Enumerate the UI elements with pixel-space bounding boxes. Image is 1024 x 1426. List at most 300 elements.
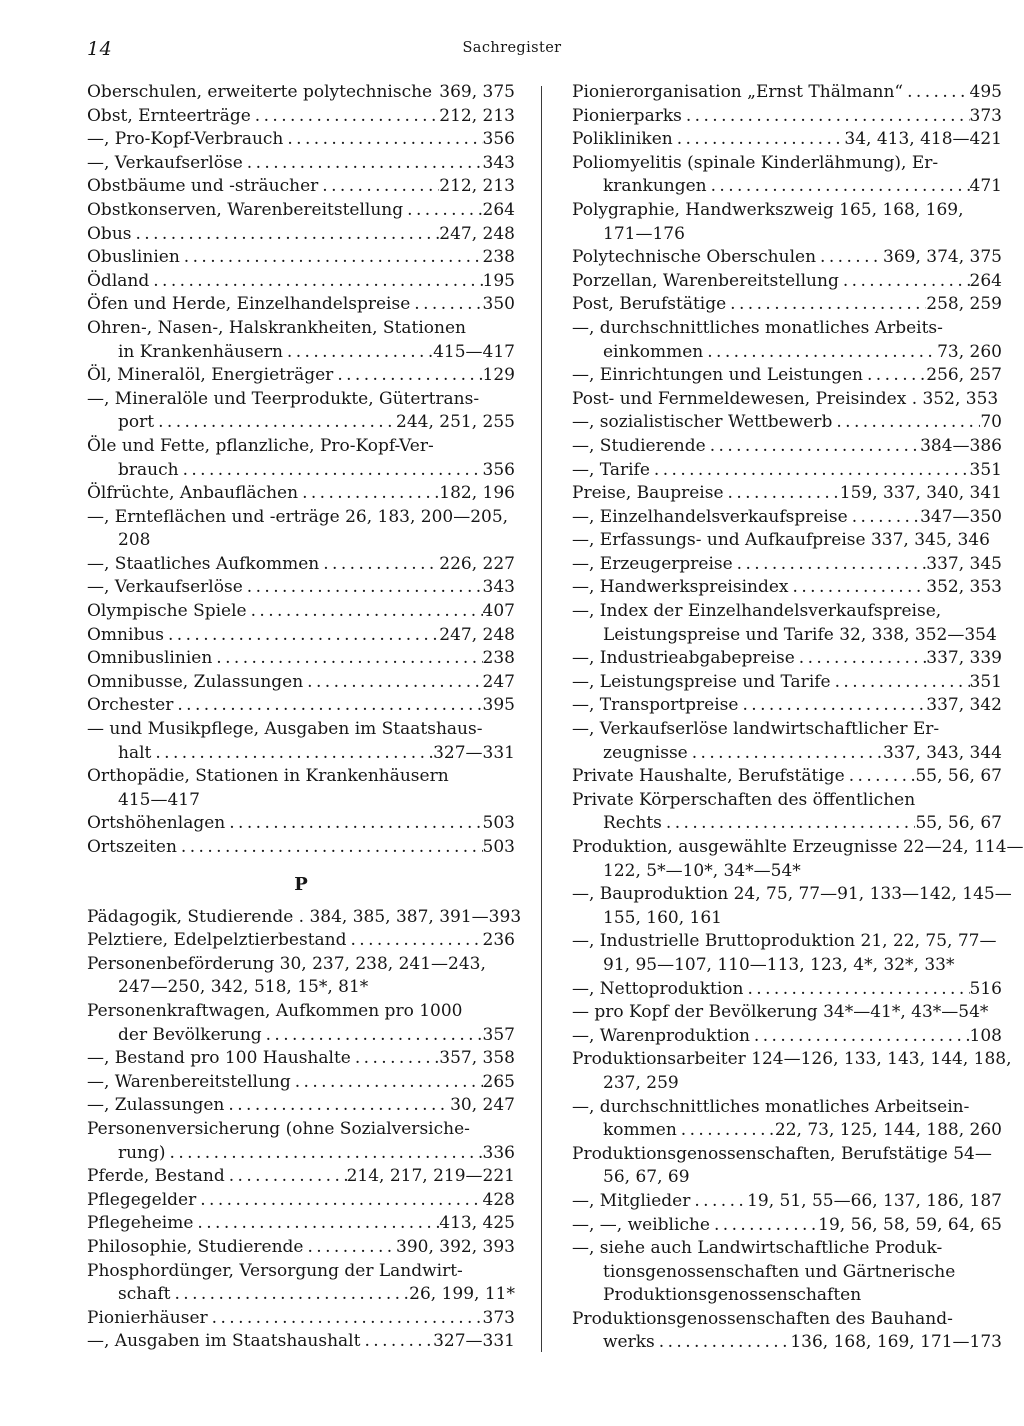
index-entry xyxy=(87,223,515,247)
index-entry xyxy=(572,482,1002,506)
entry-term: Personenkraftwagen, Aufkommen pro 1000 xyxy=(87,1000,463,1021)
index-entry xyxy=(572,553,1002,577)
index-entry xyxy=(572,435,1002,459)
entry-pages: 247, 248 xyxy=(439,223,515,244)
dot-leader xyxy=(360,1330,433,1354)
entry-term: Rechts xyxy=(603,813,662,834)
dot-leader xyxy=(832,411,980,435)
entry-pages: 357, 358 xyxy=(439,1048,515,1069)
entry-term: — und Musikpflege, Ausgaben im Staatshaus- xyxy=(87,719,483,740)
dot-leader xyxy=(347,929,483,953)
dot-leader xyxy=(650,459,970,483)
entry-term: Private Haushalte, Berufstätige xyxy=(572,766,845,787)
entry-pages: 182, 196 xyxy=(439,483,515,504)
index-entry xyxy=(572,105,1002,129)
dot-leader xyxy=(170,1283,409,1307)
entry-pages: 337, 345 xyxy=(926,553,1002,574)
entry-term: —, Verkaufserlöse landwirtschaftlicher Er- xyxy=(572,719,940,740)
index-entry xyxy=(87,906,522,930)
entry-term: Ölfrüchte, Anbauflächen xyxy=(87,483,299,504)
entry-term: Öl, Mineralöl, Energieträger xyxy=(87,365,334,386)
entry-term: Poliomyelitis (spinale Kinderlähmung), Er- xyxy=(572,152,939,173)
entry-pages: 34, 413, 418—421 xyxy=(844,129,1002,150)
entry-term: Private Körperschaften des öffentlichen xyxy=(572,789,916,810)
entry-term: Produktionsarbeiter 124—126, 133, 143, 144, 188, xyxy=(572,1049,1012,1070)
entry-term: tionsgenossenschaften und Gärtnerische xyxy=(603,1261,956,1282)
entry-term: Ödland xyxy=(87,270,150,291)
entry-pages: 30, 247 xyxy=(450,1095,515,1116)
entry-pages: 214, 217, 219—221 xyxy=(346,1166,515,1187)
entry-pages: 373 xyxy=(969,105,1002,126)
column-divider xyxy=(541,86,542,1352)
dot-leader xyxy=(738,694,926,718)
entry-term: Pflegeheime xyxy=(87,1213,194,1234)
entry-pages: 244, 251, 255 xyxy=(396,412,515,433)
entry-pages: 226, 227 xyxy=(439,553,515,574)
entry-term: Obuslinien xyxy=(87,247,180,268)
entry-pages: 55, 56, 67 xyxy=(915,766,1002,787)
index-entry xyxy=(87,128,515,152)
running-head: Sachregister xyxy=(462,40,562,56)
dot-leader xyxy=(743,978,969,1002)
entry-term: Philosophie, Studierende xyxy=(87,1236,304,1257)
dot-leader xyxy=(262,1024,483,1048)
index-entry xyxy=(572,1096,1002,1120)
entry-term: 237, 259 xyxy=(603,1072,679,1093)
entry-term: Pflegegelder xyxy=(87,1189,197,1210)
dot-leader xyxy=(706,435,920,459)
entry-term: brauch xyxy=(118,459,179,480)
entry-term: —, Tarife xyxy=(572,459,650,480)
entry-pages: 352, 353 xyxy=(926,577,1002,598)
index-entry xyxy=(87,1094,515,1118)
entry-term: werks xyxy=(603,1332,655,1353)
entry-term: —, Warenbereitstellung xyxy=(87,1071,291,1092)
entry-pages: 129 xyxy=(482,365,515,386)
index-entry-continuation xyxy=(87,459,515,483)
dot-leader xyxy=(225,812,482,836)
index-entry xyxy=(572,1025,1002,1049)
index-entry-continuation xyxy=(87,976,515,1000)
index-entry-continuation xyxy=(572,341,1002,365)
index-entry-continuation xyxy=(572,1261,1002,1285)
index-entry xyxy=(87,1260,515,1284)
entry-term: Pionierhäuser xyxy=(87,1307,208,1328)
index-entry xyxy=(572,671,1002,695)
entry-pages: 351 xyxy=(969,459,1002,480)
index-entry xyxy=(572,506,1002,530)
index-entry-continuation xyxy=(572,1072,1002,1096)
entry-pages: 351 xyxy=(969,671,1002,692)
index-entry xyxy=(572,576,1002,600)
index-entry xyxy=(572,694,1002,718)
index-entry xyxy=(572,199,1002,223)
entry-pages: 350 xyxy=(482,294,515,315)
index-entry-continuation xyxy=(572,954,1002,978)
entry-term: —, Leistungspreise und Tarife xyxy=(572,671,831,692)
entry-term: Omnibus xyxy=(87,624,164,645)
entry-term: —, Transportpreise xyxy=(572,695,739,716)
dot-leader xyxy=(132,223,440,247)
entry-term: Obus xyxy=(87,223,132,244)
dot-leader xyxy=(750,1025,970,1049)
index-entry-continuation xyxy=(572,1284,1002,1308)
entry-pages: 19, 51, 55—66, 137, 186, 187 xyxy=(747,1190,1002,1211)
entry-term: Pferde, Bestand xyxy=(87,1166,225,1187)
entry-term: Post- und Fernmeldewesen, Preisindex . 352, 353 xyxy=(572,388,999,409)
entry-pages: 256, 257 xyxy=(926,365,1002,386)
entry-pages: 264 xyxy=(482,199,515,220)
index-entry xyxy=(572,81,1002,105)
entry-pages: 327—331 xyxy=(433,1331,515,1352)
dot-leader xyxy=(655,1331,791,1355)
index-entry xyxy=(87,270,515,294)
dot-leader xyxy=(173,694,482,718)
index-entry xyxy=(87,576,515,600)
entry-term: Obstkonserven, Warenbereitstellung xyxy=(87,199,404,220)
index-entry xyxy=(87,293,515,317)
entry-term: in Krankenhäusern xyxy=(118,341,283,362)
entry-pages: 108 xyxy=(969,1025,1002,1046)
entry-term: 91, 95—107, 110—113, 123, 4*, 32*, 33* xyxy=(603,954,955,975)
entry-pages: 503 xyxy=(482,813,515,834)
index-entry xyxy=(572,152,1002,176)
entry-pages: 428 xyxy=(482,1189,515,1210)
index-entry xyxy=(572,1143,1002,1167)
entry-term: halt xyxy=(118,742,152,763)
entry-term: Pelztiere, Edelpelztierbestand xyxy=(87,930,347,951)
entry-term: Obstbäume und -sträucher xyxy=(87,176,319,197)
index-entry xyxy=(572,1308,1002,1332)
index-entry xyxy=(87,1307,515,1331)
entry-term: —, durchschnittliches monatliches Arbeitsein- xyxy=(572,1096,970,1117)
index-entry xyxy=(572,1190,1002,1214)
dot-leader xyxy=(149,270,482,294)
entry-pages: 407 xyxy=(482,601,515,622)
entry-term: Produktion, ausgewählte Erzeugnisse 22—24, 114— xyxy=(572,837,1024,857)
entry-pages: 19, 56, 58, 59, 64, 65 xyxy=(818,1214,1002,1235)
dot-leader xyxy=(795,647,927,671)
index-entry xyxy=(87,812,515,836)
entry-term: Post, Berufstätige xyxy=(572,294,727,315)
entry-term: 247—250, 342, 518, 15*, 81* xyxy=(118,977,369,998)
dot-leader xyxy=(848,506,920,530)
section-letter: P xyxy=(294,873,308,895)
entry-term: Orthopädie, Stationen in Krankenhäusern xyxy=(87,766,449,787)
index-entry xyxy=(572,270,1002,294)
entry-term: Polikliniken xyxy=(572,129,673,150)
entry-term: —, Studierende xyxy=(572,435,706,456)
entry-pages: 369, 375 xyxy=(439,82,515,102)
dot-leader xyxy=(789,576,927,600)
dot-leader xyxy=(726,293,926,317)
index-entry xyxy=(87,317,515,341)
dot-leader xyxy=(703,341,937,365)
index-entry xyxy=(87,836,515,860)
entry-term: 415—417 xyxy=(118,789,200,810)
entry-term: —, Ernteflächen und -erträge 26, 183, 200—205, xyxy=(87,506,509,527)
dot-leader xyxy=(682,105,970,129)
entry-term: Orchester xyxy=(87,695,174,716)
entry-term: 208 xyxy=(118,530,151,551)
dot-leader xyxy=(179,459,483,483)
entry-pages: 26, 199, 11* xyxy=(409,1284,515,1305)
entry-term: Oberschulen, erweiterte polytechnische xyxy=(87,82,433,102)
dot-leader xyxy=(690,1190,747,1214)
entry-pages: 516 xyxy=(969,978,1002,999)
dot-leader xyxy=(410,293,482,317)
index-entry xyxy=(87,81,515,105)
dot-leader xyxy=(831,671,970,695)
dot-leader xyxy=(247,600,483,624)
index-entry xyxy=(572,128,1002,152)
index-entry-continuation xyxy=(572,742,1002,766)
entry-term: Produktionsgenossenschaften des Bauhand- xyxy=(572,1308,953,1329)
index-entry xyxy=(572,317,1002,341)
index-entry xyxy=(87,600,515,624)
index-entry xyxy=(572,930,1002,954)
entry-term: kommen xyxy=(603,1120,677,1141)
index-entry-continuation xyxy=(87,529,515,553)
dot-leader xyxy=(212,647,482,671)
dot-leader xyxy=(243,576,483,600)
entry-term: Omnibusse, Zulassungen xyxy=(87,671,304,692)
entry-pages: 212, 213 xyxy=(439,105,515,126)
dot-leader xyxy=(688,742,883,766)
entry-term: —, Ausgaben im Staatshaushalt xyxy=(87,1331,361,1352)
index-entry-continuation xyxy=(572,907,1002,931)
index-entry xyxy=(87,694,515,718)
index-entry-continuation xyxy=(87,1024,515,1048)
entry-term: —, Einzelhandelsverkaufspreise xyxy=(572,506,848,527)
entry-pages: 159, 337, 340, 341 xyxy=(839,483,1002,504)
index-entry xyxy=(572,1001,1002,1025)
entry-term: Pionierparks xyxy=(572,105,682,126)
dot-leader xyxy=(863,364,926,388)
entry-pages: 384—386 xyxy=(920,435,1002,456)
entry-pages: 503 xyxy=(482,837,515,857)
entry-term: —, sozialistischer Wettbewerb xyxy=(572,412,833,433)
entry-term: —, Einrichtungen und Leistungen xyxy=(572,365,863,386)
index-entry xyxy=(572,765,1002,789)
dot-leader xyxy=(303,671,482,695)
entry-term: —, Verkaufserlöse xyxy=(87,152,243,173)
index-entry xyxy=(572,411,1002,435)
entry-term: einkommen xyxy=(603,341,704,362)
entry-term: —, Warenproduktion xyxy=(572,1025,750,1046)
entry-term: Öfen und Herde, Einzelhandelspreise xyxy=(87,294,411,315)
entry-term: Öle und Fette, pflanzliche, Pro-Kopf-Ver- xyxy=(87,435,434,456)
entry-pages: 55, 56, 67 xyxy=(915,813,1002,834)
index-entry-continuation xyxy=(572,1331,1002,1355)
entry-term: —, siehe auch Landwirtschaftliche Produk- xyxy=(572,1238,943,1259)
dot-leader xyxy=(816,246,883,270)
dot-leader xyxy=(291,1071,483,1095)
entry-term: Phosphordünger, Versorgung der Landwirt- xyxy=(87,1260,463,1281)
index-entry-continuation xyxy=(572,175,1002,199)
entry-pages: 337, 339 xyxy=(926,648,1002,669)
index-entry xyxy=(87,953,515,977)
entry-pages: 343 xyxy=(482,577,515,598)
dot-leader xyxy=(733,553,927,577)
index-entry-continuation xyxy=(572,1119,1002,1143)
entry-term: 155, 160, 161 xyxy=(603,907,722,928)
index-entry-continuation xyxy=(87,1283,515,1307)
dot-leader xyxy=(224,1094,450,1118)
entry-term: rung) xyxy=(118,1142,166,1163)
entry-pages: 357 xyxy=(482,1024,515,1045)
entry-term: —, Mitglieder xyxy=(572,1190,691,1211)
index-entry xyxy=(87,1189,515,1213)
entry-pages: 395 xyxy=(482,695,515,716)
entry-term: 56, 67, 69 xyxy=(603,1167,690,1188)
entry-pages: 495 xyxy=(969,82,1002,102)
entry-term: —, Erzeugerpreise xyxy=(572,553,733,574)
dot-leader xyxy=(710,1214,818,1238)
dot-leader xyxy=(154,411,396,435)
index-entry xyxy=(87,1165,515,1189)
index-entry xyxy=(87,435,515,459)
entry-pages: 369, 374, 375 xyxy=(883,247,1002,268)
dot-leader xyxy=(724,482,840,506)
dot-leader xyxy=(673,128,845,152)
index-entry xyxy=(572,1237,1002,1261)
entry-term: —, Bauproduktion 24, 75, 77—91, 133—142, 145— xyxy=(572,884,1012,905)
index-entry xyxy=(87,388,515,412)
entry-pages: 238 xyxy=(482,648,515,669)
entry-term: Leistungspreise und Tarife 32, 338, 352—354 xyxy=(603,624,997,645)
entry-term: —, Industrielle Bruttoproduktion 21, 22, 75, 77— xyxy=(572,931,997,952)
entry-term: Olympische Spiele xyxy=(87,601,247,622)
entry-term: schaft xyxy=(118,1284,171,1305)
dot-leader xyxy=(180,246,483,270)
index-entry xyxy=(572,364,1002,388)
index-column-right xyxy=(572,81,1024,1355)
entry-pages: 236 xyxy=(482,930,515,951)
entry-term: Pionierorganisation „Ernst Thälmann“ xyxy=(572,82,904,102)
entry-pages: 390, 392, 393 xyxy=(396,1236,515,1257)
entry-pages: 471 xyxy=(969,176,1002,197)
entry-pages: 356 xyxy=(482,459,515,480)
index-entry-continuation xyxy=(87,1142,515,1166)
entry-term: —, Staatliches Aufkommen xyxy=(87,553,320,574)
entry-term: Personenversicherung (ohne Sozialversiche- xyxy=(87,1118,470,1139)
index-entry xyxy=(87,929,515,953)
dot-leader xyxy=(303,1236,396,1260)
entry-pages: 247, 248 xyxy=(439,624,515,645)
entry-term: 171—176 xyxy=(603,223,685,244)
index-entry-continuation xyxy=(572,860,1002,884)
entry-term: Produktionsgenossenschaften, Berufstätige 54— xyxy=(572,1143,992,1164)
entry-pages: 247 xyxy=(482,671,515,692)
index-column-left xyxy=(87,81,522,1354)
dot-leader xyxy=(177,836,483,860)
entry-pages: 265 xyxy=(482,1071,515,1092)
index-entry xyxy=(572,718,1002,742)
index-entry xyxy=(87,553,515,577)
dot-leader xyxy=(164,624,439,648)
dot-leader xyxy=(319,553,439,577)
dot-leader xyxy=(903,81,969,105)
index-entry-continuation xyxy=(572,624,1002,648)
index-entry xyxy=(87,1071,515,1095)
dot-leader xyxy=(283,341,433,365)
entry-term: —, Zulassungen xyxy=(87,1095,225,1116)
entry-term: der Bevölkerung xyxy=(118,1024,262,1045)
entry-term: Produktionsgenossenschaften xyxy=(603,1285,862,1306)
index-entry xyxy=(87,105,515,129)
entry-term: —, —, weibliche xyxy=(572,1214,710,1235)
dot-leader xyxy=(662,812,916,836)
index-entry xyxy=(87,364,515,388)
page-number: 14 xyxy=(87,38,113,60)
index-entry xyxy=(87,246,515,270)
entry-pages: 337, 343, 344 xyxy=(883,742,1002,763)
entry-pages: 264 xyxy=(969,270,1002,291)
dot-leader xyxy=(403,199,482,223)
entry-term: Preise, Baupreise xyxy=(572,483,724,504)
index-entry xyxy=(87,765,515,789)
dot-leader xyxy=(677,1119,775,1143)
entry-term: 122, 5*—10*, 34*—54* xyxy=(603,860,801,881)
entry-pages: 238 xyxy=(482,247,515,268)
entry-term: Polytechnische Oberschulen xyxy=(572,247,817,268)
entry-pages: 373 xyxy=(482,1307,515,1328)
index-entry-continuation xyxy=(87,341,515,365)
entry-term: Ortszeiten xyxy=(87,837,177,857)
dot-leader xyxy=(193,1212,439,1236)
index-entry xyxy=(87,718,515,742)
entry-pages: 327—331 xyxy=(433,742,515,763)
index-entry-continuation xyxy=(87,411,515,435)
index-entry xyxy=(87,199,515,223)
entry-term: —, durchschnittliches monatliches Arbeits- xyxy=(572,317,943,338)
index-entry xyxy=(87,1118,515,1142)
dot-leader xyxy=(225,1165,347,1189)
entry-pages: 343 xyxy=(482,152,515,173)
index-entry xyxy=(87,1330,515,1354)
index-entry xyxy=(87,1000,515,1024)
entry-pages: 347—350 xyxy=(920,506,1002,527)
entry-pages: 70 xyxy=(980,412,1002,433)
index-entry xyxy=(87,1047,515,1071)
entry-term: Obst, Ernteerträge xyxy=(87,105,251,126)
dot-leader xyxy=(351,1047,439,1071)
entry-term: Porzellan, Warenbereitstellung xyxy=(572,270,839,291)
dot-leader xyxy=(845,765,916,789)
entry-term: krankungen xyxy=(603,176,707,197)
entry-term: —, Handwerkspreisindex xyxy=(572,577,789,598)
index-entry xyxy=(572,1048,1012,1072)
entry-pages: 336 xyxy=(482,1142,515,1163)
entry-pages: 22, 73, 125, 144, 188, 260 xyxy=(774,1120,1002,1141)
index-entry-continuation xyxy=(572,1166,1002,1190)
entry-term: Omnibuslinien xyxy=(87,648,213,669)
index-entry xyxy=(572,246,1002,270)
index-entry xyxy=(87,1212,515,1236)
dot-leader xyxy=(251,105,440,129)
dot-leader xyxy=(318,175,439,199)
entry-term: Polygraphie, Handwerkszweig 165, 168, 169, xyxy=(572,199,964,220)
entry-term: —, Erfassungs- und Aufkaufpreise 337, 345, 346 xyxy=(572,530,990,551)
index-entry-continuation xyxy=(572,812,1002,836)
entry-pages: 73, 260 xyxy=(937,341,1002,362)
entry-term: —, Pro-Kopf-Verbrauch xyxy=(87,129,284,150)
entry-term: —, Mineralöle und Teerprodukte, Gütertrans- xyxy=(87,388,480,409)
dot-leader xyxy=(166,1142,483,1166)
index-entry xyxy=(572,600,1002,624)
entry-pages: 212, 213 xyxy=(439,176,515,197)
